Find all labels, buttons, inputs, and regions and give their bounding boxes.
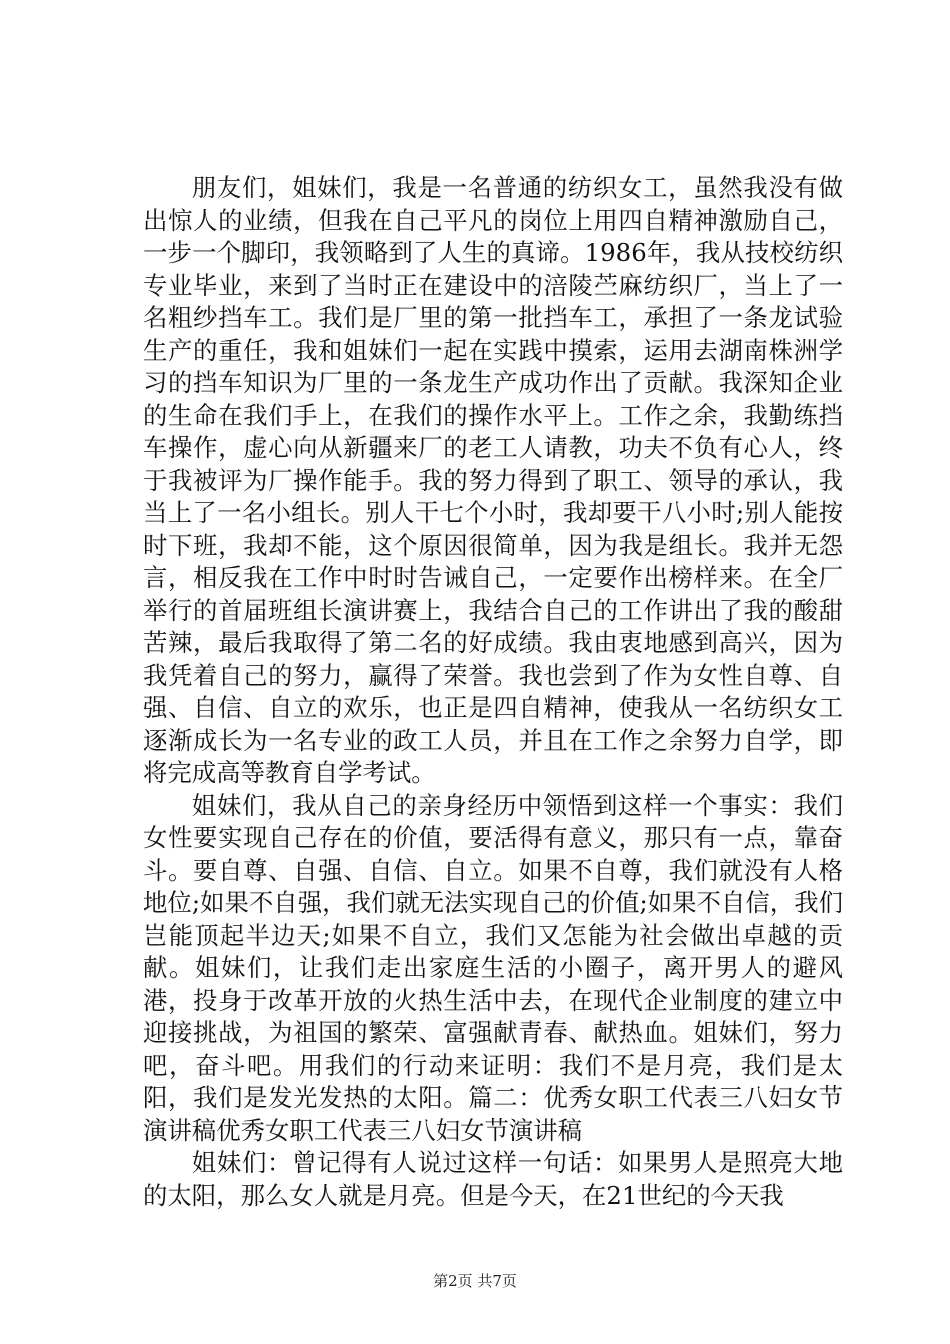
paragraph-1: 朋友们，姐妹们，我是一名普通的纺织女工，虽然我没有做出惊人的业绩，但我在自己平凡的岗位上用四自精神激励自己，一步一个脚印，我领略到了人生的真谛。1986年，我从技校纺织专业毕业，来到了当时正在建设中的涪陵苎麻纺织厂，当上了一名粗纱挡车工。我们是厂里的第一批挡车工，承担了一条龙试验生产的重任，我和姐妹们一起在实践中摸索，运用去湖南株洲学习的挡车知识为厂里的一条龙生产成功作出了贡献。我深知企业的生命在我们手上，在我们的操作水平上。工作之余，我勤练挡车操作，虚心向从新疆来厂的老工人请教，功夫不负有心人，终于我被评为厂操作能手。我的努力得到了职工、领导的承认，我当上了一名小组长。别人干七个小时，我却要干八小时;别人能按时下班，我却不能，这个原因很简单，因为我是组长。我并无怨言，相反我在工作中时时告诫自己，一定要作出榜样来。在全厂举行的首届班组长演讲赛上，我结合自己的工作讲出了我的酸甜苦辣，最后我取得了第二名的好成绩。我由衷地感到高兴，因为我凭着自己的努力，赢得了荣誉。我也尝到了作为女性自尊、自强、自信、自立的欢乐，也正是四自精神，使我从一名纺织女工逐渐成长为一名专业的政工人员，并且在工作之余努力自学，即将完成高等教育自学考试。 — [143, 173, 843, 787]
page-number-footer: 第2页 共7页 — [433, 1272, 517, 1290]
document-body — [143, 172, 843, 1212]
paragraph-2: 姐妹们，我从自己的亲身经历中领悟到这样一个事实：我们女性要实现自己存在的价值，要活得有意义，那只有一点，靠奋斗。要自尊、自强、自信、自立。如果不自尊，我们就没有人格地位;如果不自强，我们就无法实现自己的价值;如果不自信，我们岂能顶起半边天;如果不自立，我们又怎能为社会做出卓越的贡献。姐妹们，让我们走出家庭生活的小圈子，离开男人的避风港，投身于改革开放的火热生活中去，在现代企业制度的建立中迎接挑战，为祖国的繁荣、富强献青春、献热血。姐妹们，努力吧，奋斗吧。用我们的行动来证明：我们不是月亮，我们是太阳，我们是发光发热的太阳。篇二：优秀女职工代表三八妇女节演讲稿优秀女职工代表三八妇女节演讲稿 — [143, 790, 843, 1145]
paragraph-3: 姐妹们：曾记得有人说过这样一句话：如果男人是照亮大地的太阳，那么女人就是月亮。但是今天，在21世纪的今天我 — [143, 1148, 843, 1210]
